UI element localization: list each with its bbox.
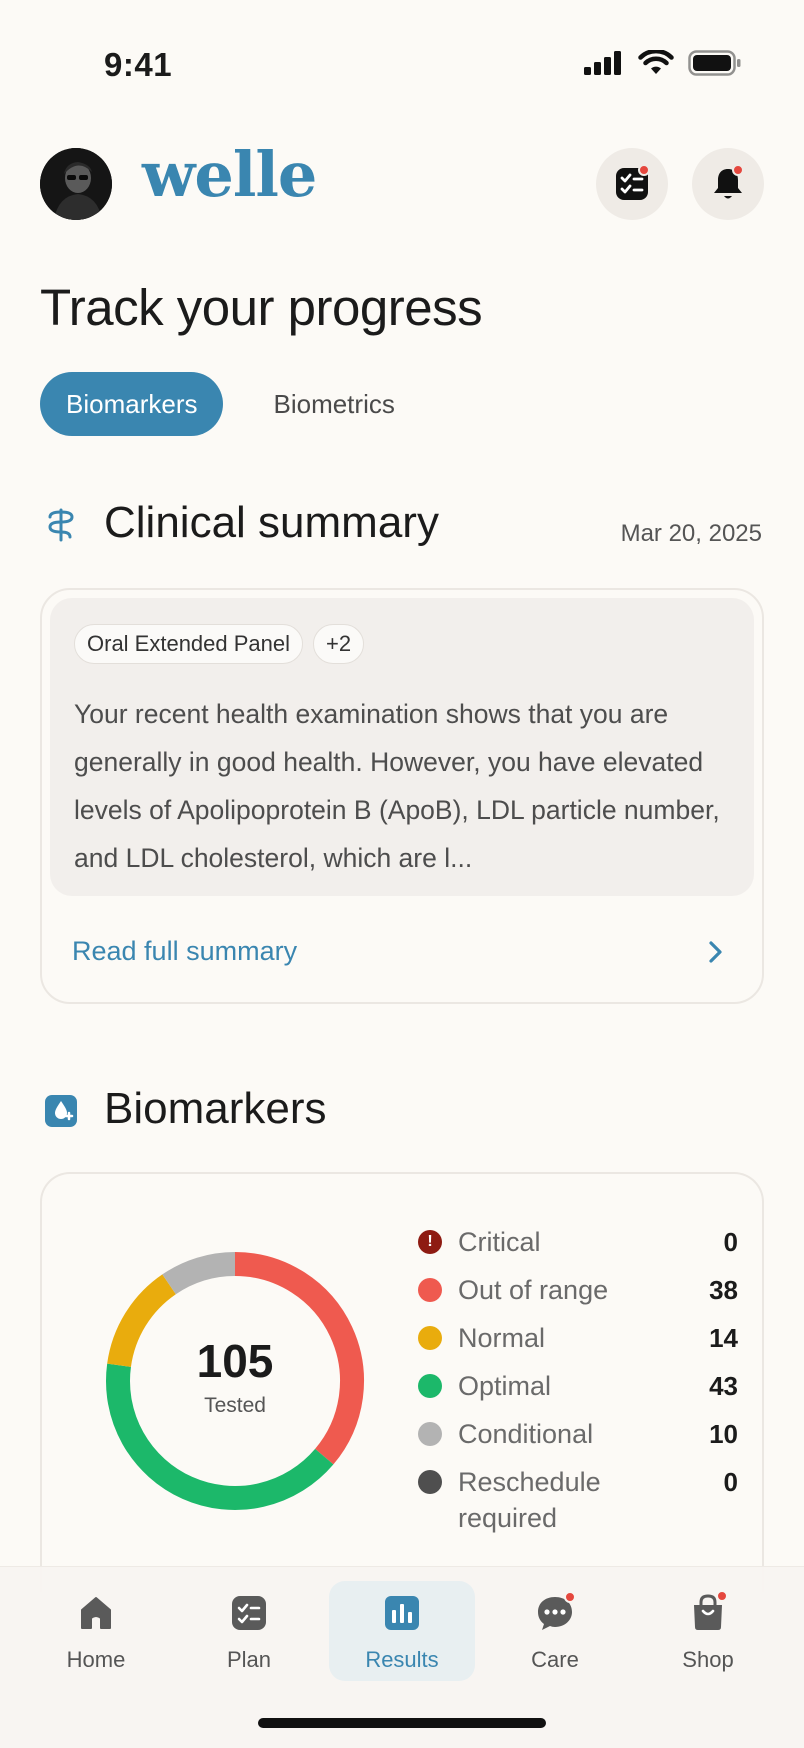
nav-care[interactable] [482, 1581, 628, 1681]
biomarkers-title: Biomarkers [104, 1084, 327, 1133]
wifi-icon [638, 50, 674, 76]
welle-logo: welle [142, 138, 317, 211]
legend-value: 10 [709, 1419, 738, 1449]
cellular-signal-icon [584, 51, 624, 75]
legend-row-normal[interactable] [418, 1320, 738, 1368]
conditional-dot [418, 1422, 442, 1446]
legend-row-out-of-range[interactable] [418, 1272, 738, 1320]
panel-chip[interactable]: Oral Extended Panel [74, 624, 303, 664]
optimal-dot [418, 1374, 442, 1398]
status-icons [584, 50, 742, 76]
reschedule-dot [418, 1470, 442, 1494]
chat-icon [535, 1593, 575, 1633]
plan-icon [229, 1593, 269, 1633]
summary-date: Mar 20, 2025 [620, 520, 762, 547]
legend-label: Critical [458, 1227, 541, 1257]
notification-dot [638, 164, 650, 176]
shopping-bag-icon [688, 1593, 728, 1633]
more-panels-chip[interactable]: +2 [313, 624, 364, 664]
normal-dot [418, 1326, 442, 1350]
read-full-summary-link[interactable]: Read full summary [72, 936, 298, 966]
legend-value: 43 [709, 1371, 738, 1401]
legend-value: 0 [723, 1467, 738, 1497]
nav-label: Care [531, 1647, 579, 1672]
results-chart-icon [382, 1593, 422, 1633]
legend-row-optimal[interactable] [418, 1368, 738, 1416]
tested-count: 105 [196, 1335, 274, 1387]
page-title: Track your progress [40, 279, 483, 336]
nav-label: Plan [226, 1647, 272, 1672]
status-time: 9:41 [104, 46, 173, 83]
caduceus-icon [44, 508, 78, 542]
panel-chips [74, 624, 730, 664]
legend-row-conditional[interactable] [418, 1416, 738, 1464]
legend-value: 38 [709, 1275, 738, 1305]
tab-biomarkers[interactable]: Biomarkers [40, 372, 223, 436]
home-icon [76, 1593, 116, 1633]
nav-label: Shop [682, 1647, 734, 1672]
legend-label: Conditional [458, 1419, 594, 1449]
legend-value: 14 [709, 1323, 738, 1353]
biomarker-drop-icon [44, 1094, 78, 1128]
legend-label: Out of range [458, 1275, 609, 1305]
biomarkers-card[interactable] [40, 1172, 764, 1592]
critical-alert-icon: ! [418, 1230, 442, 1254]
legend-label: Optimal [458, 1371, 552, 1401]
avatar[interactable] [40, 148, 112, 220]
legend-value: 0 [723, 1227, 738, 1257]
clinical-summary-title: Clinical summary [104, 498, 439, 547]
chevron-right-icon[interactable] [706, 938, 726, 966]
nav-label: Home [66, 1647, 126, 1672]
tab-biometrics[interactable]: Biometrics [273, 388, 395, 419]
legend-row-critical[interactable] [418, 1224, 738, 1272]
nav-results[interactable] [329, 1581, 475, 1681]
summary-content [50, 598, 754, 896]
notifications-button[interactable] [692, 148, 764, 220]
battery-icon [688, 50, 742, 76]
notification-dot [732, 164, 744, 176]
nav-shop[interactable] [635, 1581, 781, 1681]
nav-label: Results [365, 1647, 439, 1672]
tested-label: Tested [204, 1394, 266, 1417]
tasks-button[interactable] [596, 148, 668, 220]
home-indicator [258, 1718, 546, 1728]
nav-home[interactable] [23, 1581, 169, 1681]
out-of-range-dot [418, 1278, 442, 1302]
legend-label: Reschedule required [458, 1467, 601, 1533]
tab-bar [40, 372, 421, 436]
biomarker-legend [418, 1224, 738, 1548]
nav-plan[interactable] [176, 1581, 322, 1681]
legend-row-reschedule[interactable] [418, 1464, 738, 1548]
legend-label: Normal [458, 1323, 546, 1353]
summary-text: Your recent health examination shows that you are generally in good health. However, you have elevated levels of Apolipoprotein B (ApoB), LDL particle number, and LDL cholesterol, which are l... [74, 699, 720, 873]
clinical-summary-card[interactable] [40, 588, 764, 1004]
donut-segment-conditional [169, 1264, 235, 1284]
